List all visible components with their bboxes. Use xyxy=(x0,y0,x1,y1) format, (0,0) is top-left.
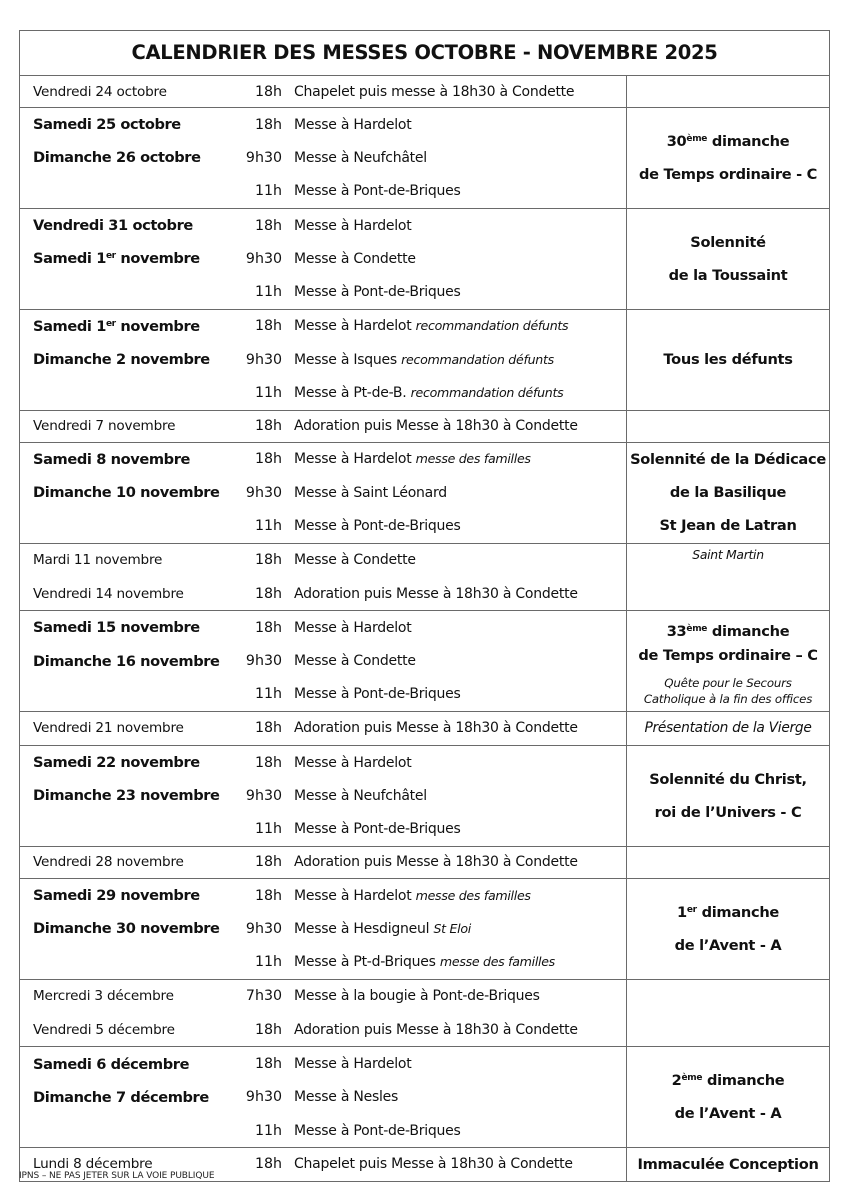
service-time: 11h xyxy=(254,686,282,703)
service-day: Samedi 15 novembre xyxy=(33,619,200,637)
schedule-group xyxy=(20,543,830,611)
services-cell xyxy=(20,410,627,442)
service-time: 9h30 xyxy=(245,484,282,501)
service-note: messe des familles xyxy=(439,954,555,970)
services-cell xyxy=(20,108,627,209)
liturgical-feast xyxy=(627,846,830,878)
service-line xyxy=(20,912,626,945)
service-day: Dimanche 30 novembre xyxy=(33,920,220,938)
service-day: Lundi 8 décembre xyxy=(33,1155,153,1172)
service-time: 9h30 xyxy=(245,787,282,804)
liturgical-feast: Solennité du Christ, roi de l’Univers - C xyxy=(627,746,830,847)
service-description: Messe à Nesles xyxy=(294,1089,399,1106)
service-time: 11h xyxy=(254,385,282,402)
schedule-group xyxy=(20,108,830,209)
service-time: 9h30 xyxy=(245,1089,282,1106)
service-time: 11h xyxy=(254,517,282,534)
service-time: 9h30 xyxy=(245,920,282,937)
liturgical-feast xyxy=(627,979,830,1047)
service-line xyxy=(20,1081,626,1114)
service-line xyxy=(20,611,626,644)
service-day: Samedi 29 novembre xyxy=(33,887,200,905)
service-day: Vendredi 24 octobre xyxy=(33,83,167,100)
schedule-group xyxy=(20,410,830,442)
service-line xyxy=(20,310,626,343)
service-day: Vendredi 7 novembre xyxy=(33,418,176,435)
service-time: 18h xyxy=(254,585,282,602)
service-description: Messe à Pont-de-Briques xyxy=(294,821,461,838)
service-time: 18h xyxy=(254,552,282,569)
service-description: Adoration puis Messe à 18h30 à Condette xyxy=(294,418,578,435)
service-day: Samedi 8 novembre xyxy=(33,450,191,468)
liturgical-feast: 33ème dimanche de Temps ordinaire – C Quête pour le Secours Catholique à la fin des offices xyxy=(627,611,830,712)
service-day: Samedi 1er novembre xyxy=(33,317,200,335)
service-line xyxy=(20,712,626,743)
liturgical-feast xyxy=(627,410,830,442)
service-time: 18h xyxy=(254,1155,282,1172)
service-description: Messe à Neufchâtel xyxy=(294,787,427,804)
service-time: 18h xyxy=(254,887,282,904)
service-time: 18h xyxy=(254,318,282,335)
services-cell xyxy=(20,76,627,108)
service-line xyxy=(20,813,626,846)
service-time: 9h30 xyxy=(245,351,282,368)
service-line xyxy=(20,275,626,308)
service-time: 18h xyxy=(254,451,282,468)
service-day: Vendredi 31 octobre xyxy=(33,217,193,235)
liturgical-feast: Présentation de la Vierge xyxy=(627,712,830,746)
service-line xyxy=(20,544,626,577)
service-line xyxy=(20,879,626,912)
service-day: Vendredi 21 novembre xyxy=(33,719,184,736)
liturgical-feast: Saint Martin xyxy=(627,543,830,611)
liturgical-feast: Solennité de la Toussaint xyxy=(627,208,830,309)
service-description: Messe à Hardelot messe des familles xyxy=(294,451,531,468)
services-cell xyxy=(20,611,627,712)
service-description: Messe à Isques recommandation défunts xyxy=(294,351,554,368)
service-day: Samedi 6 décembre xyxy=(33,1055,190,1073)
service-time: 18h xyxy=(254,116,282,133)
service-line xyxy=(20,577,626,610)
service-line xyxy=(20,476,626,509)
calendar-table xyxy=(19,30,830,1182)
service-line xyxy=(20,343,626,376)
footer-note: IPNS – NE PAS JETER SUR LA VOIE PUBLIQUE xyxy=(19,1171,215,1181)
service-time: 18h xyxy=(254,1056,282,1073)
service-description: Messe à la bougie à Pont-de-Briques xyxy=(294,988,540,1005)
liturgical-feast: 2ème dimanche de l’Avent - A xyxy=(627,1047,830,1148)
schedule-group xyxy=(20,309,830,410)
service-day: Dimanche 16 novembre xyxy=(33,652,220,670)
service-description: Messe à Condette xyxy=(294,250,416,267)
page-title: CALENDRIER DES MESSES OCTOBRE - NOVEMBRE 2025 xyxy=(20,31,830,76)
service-line xyxy=(20,76,626,107)
services-cell xyxy=(20,878,627,979)
service-note: recommandation défunts xyxy=(415,318,569,334)
services-cell xyxy=(20,746,627,847)
service-description: Adoration puis Messe à 18h30 à Condette xyxy=(294,1021,578,1038)
service-description: Messe à Condette xyxy=(294,552,416,569)
service-day: Dimanche 23 novembre xyxy=(33,787,220,805)
schedule-group xyxy=(20,846,830,878)
service-description: Adoration puis Messe à 18h30 à Condette xyxy=(294,585,578,602)
service-description: Messe à Hardelot xyxy=(294,116,412,133)
service-description: Messe à Pont-de-Briques xyxy=(294,517,461,534)
service-day: Samedi 25 octobre xyxy=(33,116,181,134)
schedule-group xyxy=(20,76,830,108)
services-cell xyxy=(20,712,627,746)
service-line xyxy=(20,141,626,174)
service-time: 18h xyxy=(254,217,282,234)
service-time: 18h xyxy=(254,754,282,771)
service-description: Adoration puis Messe à 18h30 à Condette xyxy=(294,854,578,871)
service-description: Messe à Neufchâtel xyxy=(294,149,427,166)
service-line xyxy=(20,209,626,242)
service-time: 9h30 xyxy=(245,250,282,267)
schedule-group xyxy=(20,1047,830,1148)
service-time: 18h xyxy=(254,418,282,435)
service-line xyxy=(20,175,626,208)
service-line xyxy=(20,411,626,442)
service-day: Dimanche 2 novembre xyxy=(33,351,210,369)
service-description: Messe à Hardelot messe des familles xyxy=(294,887,531,904)
service-description: Messe à Hardelot xyxy=(294,217,412,234)
service-time: 7h30 xyxy=(245,988,282,1005)
service-time: 11h xyxy=(254,1122,282,1139)
services-cell xyxy=(20,846,627,878)
service-day: Vendredi 14 novembre xyxy=(33,585,184,602)
liturgical-feast: Solennité de la Dédicace de la Basilique St Jean de Latran xyxy=(627,442,830,543)
service-day: Vendredi 5 décembre xyxy=(33,1021,175,1038)
service-day: Dimanche 7 décembre xyxy=(33,1088,209,1106)
service-line xyxy=(20,980,626,1013)
service-line xyxy=(20,509,626,542)
service-description: Messe à Pont-de-Briques xyxy=(294,183,461,200)
service-time: 9h30 xyxy=(245,149,282,166)
services-cell xyxy=(20,1047,627,1148)
service-line xyxy=(20,443,626,476)
service-time: 18h xyxy=(254,854,282,871)
service-line xyxy=(20,108,626,141)
service-description: Messe à Saint Léonard xyxy=(294,484,447,501)
service-description: Adoration puis Messe à 18h30 à Condette xyxy=(294,719,578,736)
service-description: Chapelet puis messe à 18h30 à Condette xyxy=(294,83,575,100)
service-line xyxy=(20,779,626,812)
schedule-group xyxy=(20,442,830,543)
service-day: Dimanche 26 octobre xyxy=(33,149,201,167)
service-description: Chapelet puis Messe à 18h30 à Condette xyxy=(294,1155,573,1172)
service-description: Messe à Pont-de-Briques xyxy=(294,686,461,703)
service-line xyxy=(20,746,626,779)
service-note: recommandation défunts xyxy=(401,351,554,367)
service-description: Messe à Hardelot recommandation défunts xyxy=(294,318,569,335)
schedule-group xyxy=(20,208,830,309)
service-time: 11h xyxy=(254,284,282,301)
service-time: 18h xyxy=(254,83,282,100)
service-day: Samedi 1er novembre xyxy=(33,250,200,268)
schedule-group xyxy=(20,878,830,979)
service-day: Dimanche 10 novembre xyxy=(33,484,220,502)
service-day: Mardi 11 novembre xyxy=(33,552,163,569)
service-line xyxy=(20,1047,626,1080)
service-time: 11h xyxy=(254,183,282,200)
service-time: 18h xyxy=(254,719,282,736)
service-day: Samedi 22 novembre xyxy=(33,754,200,772)
service-time: 11h xyxy=(254,821,282,838)
liturgical-feast: Tous les défunts xyxy=(627,309,830,410)
liturgical-feast: 30ème dimanche de Temps ordinaire - C xyxy=(627,108,830,209)
schedule-group xyxy=(20,979,830,1047)
services-cell xyxy=(20,979,627,1047)
liturgical-feast: Immaculée Conception xyxy=(627,1148,830,1182)
service-line xyxy=(20,678,626,711)
liturgical-feast: 1er dimanche de l’Avent - A xyxy=(627,878,830,979)
service-description: Messe à Pont-de-Briques xyxy=(294,284,461,301)
service-line xyxy=(20,1013,626,1046)
service-time: 11h xyxy=(254,954,282,971)
service-description: Messe à Pt-d-Briques messe des familles xyxy=(294,954,555,971)
services-cell xyxy=(20,208,627,309)
service-note: messe des familles xyxy=(415,887,531,903)
service-description: Messe à Hardelot xyxy=(294,754,412,771)
schedule-group xyxy=(20,611,830,712)
service-time: 9h30 xyxy=(245,653,282,670)
service-line xyxy=(20,847,626,878)
schedule-group xyxy=(20,712,830,746)
services-cell xyxy=(20,543,627,611)
service-description: Messe à Hardelot xyxy=(294,1056,412,1073)
service-note: messe des familles xyxy=(415,451,531,467)
mass-calendar xyxy=(19,30,829,1182)
schedule-group xyxy=(20,746,830,847)
service-description: Messe à Hardelot xyxy=(294,619,412,636)
services-cell xyxy=(20,309,627,410)
service-description: Messe à Hesdigneul St Eloi xyxy=(294,920,471,937)
service-line xyxy=(20,1114,626,1147)
service-day: Vendredi 28 novembre xyxy=(33,854,184,871)
service-description: Messe à Pt-de-B. recommandation défunts xyxy=(294,385,564,402)
service-line xyxy=(20,376,626,409)
service-note: recommandation défunts xyxy=(410,385,564,401)
service-description: Messe à Pont-de-Briques xyxy=(294,1122,461,1139)
liturgical-feast xyxy=(627,76,830,108)
service-line xyxy=(20,644,626,677)
service-day: Mercredi 3 décembre xyxy=(33,988,174,1005)
service-note: St Eloi xyxy=(433,920,471,936)
services-cell xyxy=(20,442,627,543)
service-description: Messe à Condette xyxy=(294,653,416,670)
service-line xyxy=(20,946,626,979)
service-time: 18h xyxy=(254,1021,282,1038)
service-line xyxy=(20,242,626,275)
service-time: 18h xyxy=(254,619,282,636)
